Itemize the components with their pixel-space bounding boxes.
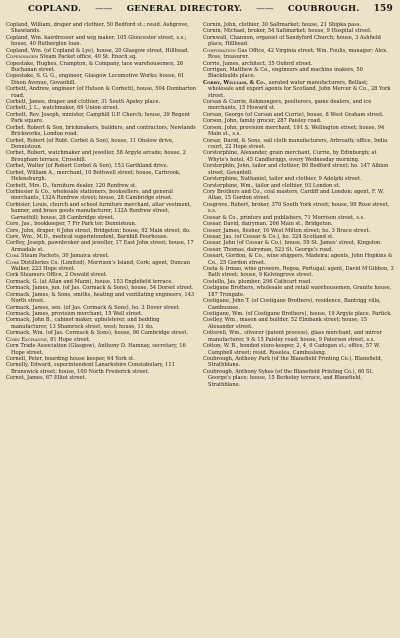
entry-name: Cormack	[6, 304, 30, 311]
entry-name: Cossart	[203, 253, 223, 260]
entry-name: Cossar	[203, 246, 221, 253]
entry-name: Costigane	[203, 298, 229, 305]
entry-name: Corrie	[203, 60, 220, 67]
entry-detail: , Wm. hairdresser and wig maker, 105 Gloucester street, s.s.; house, 40 Rutherglen loan.	[11, 34, 187, 48]
entry-detail: Steamers Office, 2 Oswald street.	[18, 272, 108, 279]
entry-name: Corbet	[6, 137, 24, 144]
entry-detail: , James, 67 Elliot street.	[23, 375, 87, 382]
entry-detail: , John, provision merchant, 191 S. Wellington street; house, 94 Main st., s.s.	[208, 124, 385, 138]
entry-detail: , James, provision merchant, 15 Well street.	[29, 310, 143, 317]
entry-detail: , Rev. Joseph, minister, Camphill U.P. Church; house, 39 Regent Park square.	[11, 111, 190, 125]
entry-name: Corporation	[203, 47, 236, 54]
entry-name: Core	[6, 227, 19, 234]
directory-entry	[6, 292, 197, 305]
entry-name: Cory Brothers	[203, 188, 240, 195]
entry-detail: Brothers, wholesale and retail warehousemen, Granite house, 187 Trongate.	[208, 285, 392, 298]
entry-name: Cormack	[6, 330, 30, 337]
entry-detail: , G. (at Allan and Mann), house, 153 Englefield terrace.	[29, 278, 173, 285]
directory-entry	[6, 125, 197, 138]
entry-name: Corbett	[6, 182, 26, 189]
directory-entry	[203, 48, 394, 61]
entry-name: Copland	[6, 47, 28, 54]
entry-detail: & Co., wholesale stationers, booksellers, and general merchants, 132A Renfrew street; house, 28 Cambridge street.	[11, 188, 173, 202]
directory-entry	[6, 202, 197, 221]
directory-entry	[203, 285, 394, 298]
entry-name: Cormack	[6, 291, 30, 298]
entry-detail: , James, & Sons, smiths, heating and ventilating engineers, 143 North street.	[11, 291, 195, 305]
directory-entry	[6, 375, 197, 381]
entry-name: Corsan	[203, 99, 222, 106]
entry-name: Corbet	[6, 169, 24, 176]
directory-entry	[6, 362, 197, 375]
entry-name: Cornwall	[203, 34, 227, 41]
entry-name: Copestake	[6, 60, 34, 67]
directory-entry	[203, 343, 394, 356]
entry-name: Corbisier	[6, 201, 30, 208]
directory-entry	[203, 330, 394, 343]
entry-name: Cossar	[203, 221, 221, 228]
directory-entry	[6, 138, 197, 151]
entry-name: Cork	[6, 259, 20, 266]
entry-detail: & Co., printers and publishers, 71 Morrison street, s.s.	[220, 214, 365, 221]
entry-detail: , James, jun. (of Jas. Cormack & Sons), house, 54 Dorset street.	[29, 285, 194, 292]
directory-entry	[203, 35, 394, 48]
entry-detail: Trade Association (Glasgow), Anthony D. Hamnay, secretary, 16 Hope street.	[11, 343, 186, 356]
directory-entry	[6, 35, 197, 48]
entry-name: Corbet	[6, 163, 24, 170]
directory-entry	[6, 240, 197, 253]
entry-detail: , John, clothier, 30 Saltmarket; house, 21 Shipka pass.	[220, 22, 362, 28]
page-header: COPLAND. —— GENERAL DIRECTORY. —— COUBROUGH. 159	[28, 4, 393, 14]
entry-name: Copestake	[6, 73, 34, 80]
entry-name: Cork	[6, 272, 19, 279]
entry-name: Cotton	[203, 343, 221, 350]
directory-entry	[6, 317, 197, 330]
entry-name: Corbet	[6, 124, 24, 131]
header-center-title: GENERAL DIRECTORY.	[126, 4, 243, 14]
entry-detail: and Co., coal masters, Cardiff and London; agent, F. W. Allan, 15 Gordon street.	[208, 188, 384, 202]
directory-entry	[6, 73, 197, 86]
directory-entry	[203, 369, 394, 388]
entry-name: Corneil	[6, 355, 26, 362]
entry-name: Cormack	[6, 278, 30, 285]
directory-entry	[203, 99, 394, 112]
entry-detail: , Anthony Sykes (of the Blanefield Printing Co.), 60 St. George's place; house, 15 Berkeley terrace, and Blanefield, Strathblane.	[208, 368, 374, 388]
directory-entry	[203, 253, 394, 266]
header-left-word: COPLAND.	[28, 4, 82, 14]
entry-detail: , David, & Sons, sail cloth manufacturers, Arbroath; office, India court, 22 Hope street.	[208, 137, 388, 151]
directory-entry	[6, 189, 197, 202]
entry-detail: , Wm. (of Copland & Lye), house, 20 Glasgow street, Hillhead.	[27, 47, 189, 54]
entry-detail: , Nathaniel, tailor and clothier, 9 Adelphi street.	[237, 176, 362, 183]
entry-name: Corstorphine	[203, 182, 238, 189]
entry-detail: , Jas. (of Cossar & Co.), ho. 324 Scotland st.	[220, 233, 334, 240]
entry-detail: , 81 Hope street.	[46, 336, 91, 343]
entry-detail: , John T. (of Costigane Brothers), residence, Bantrigg villa, Cambusnee.	[208, 298, 381, 311]
entry-name: Corstorphin	[203, 163, 235, 170]
entry-detail: & Irmao, wine growers, Regoa, Portugal; agent, David M'Gibbon, 3 Bath street; house, 9 Kelvingrove street.	[208, 266, 394, 279]
entry-detail: , John, tailor and clothier, 80 Bedford street; ho. 147 Albion street, Govanhill.	[208, 163, 389, 176]
entry-name: Costigane	[203, 310, 229, 317]
entry-detail: , Wm., silverer (patent process), glass merchant, and mirror manufacturer, 9 & 15 Paisley road; house, 9 Paterson street, s.s.	[208, 330, 382, 343]
entry-detail: , George (of Corsan and Currie), house, 8 West Graham street.	[221, 111, 384, 118]
entry-name: Corrigan	[203, 66, 227, 73]
entry-name: Core	[6, 233, 19, 240]
entry-detail: , John, draper, 6 John street, Bridgeton; house, 92 Main street, do.	[18, 227, 191, 234]
entry-detail: , Edward, superintendent Lanarkshire Constabulary, 111 Brunswick street; house, 100 North Frederick street.	[11, 362, 175, 375]
entry-name: Corsan	[203, 111, 222, 118]
entry-detail: , Wm. (of Jas. Cormack & Sons), house, 96 Cambridge street.	[29, 330, 189, 337]
entry-detail: , S. G. G., engineer, Glasgow Locomotive Works; house, 61 Dixon Avenue, Govanhill.	[11, 73, 185, 86]
entry-detail: , Wm., M.D., medical superintendent, Barnhill Poorhouse.	[18, 233, 169, 240]
entry-name: Cormack	[6, 285, 30, 292]
entry-name: Cornin	[203, 28, 221, 35]
entry-name: Coubrough	[203, 355, 232, 362]
directory-entry	[203, 317, 394, 330]
entry-detail: , Wm., tailor and clothier, 93 London st.	[237, 182, 341, 189]
entry-name: Copenhagen	[6, 54, 39, 61]
entry-detail: & Currie, fishmongers, poulterers, game dealers, and ice merchants, 15 Howard st.	[208, 99, 372, 112]
directory-entry	[6, 61, 197, 74]
entry-detail: , Wm., mason and builder, 52 Elmbank street; house, 15 Alexander street.	[208, 317, 368, 330]
entry-detail: , Thomas, dairyman, 523 St. George's road.	[220, 246, 333, 253]
entry-name: Corbet	[6, 150, 24, 157]
entry-detail: , Robert (of Robt. Corbet & Son), house, 11 Onslow drive, Dennistoun.	[11, 137, 174, 151]
entry-detail: , William, draper and clothier, 50 Bedford st.; resid. Ashgrove, Shawlands.	[11, 22, 189, 35]
entry-name: Corfley	[6, 240, 25, 247]
entry-detail: , John (of Cossar & Co.), house, 59 St. James' street, Kingston.	[220, 240, 382, 247]
entry-detail: , Channon, organist of Sandyford Church; house, 3 Ashfield place, Hillhead.	[208, 34, 381, 48]
entry-name: Cork	[6, 253, 20, 260]
entry-detail: Steam Packet office, 40 St. Enoch sq.	[38, 54, 137, 61]
entry-detail: . Robert & Son, brickmakers, builders, and contractors, Newlands Brickworks, London road.	[11, 124, 196, 138]
entry-detail: , Jas. plumber, 296 Cathcart road.	[224, 278, 312, 285]
entry-name: Corbett	[6, 111, 26, 118]
directory-entry	[203, 266, 394, 279]
left-column	[6, 22, 197, 388]
entry-detail: , Gordon, & Co., wine shippers, Madeira; agents, John Hopkins & Co., 25 Gordon street.	[208, 253, 393, 266]
directory-entry	[203, 80, 394, 99]
directory-columns	[6, 22, 395, 388]
entry-name: Corbett	[6, 99, 26, 106]
entry-detail: , James, flesher, 16 West Milton street; ho. 3 Braco street.	[220, 227, 371, 234]
entry-name: Copland	[6, 22, 28, 28]
right-column	[203, 22, 394, 388]
directory-entry	[6, 260, 197, 273]
entry-name: Corsar	[203, 137, 220, 144]
entry-name: Costello	[203, 278, 225, 285]
entry-name: Costley	[203, 317, 222, 324]
directory-entry	[6, 112, 197, 125]
entry-name: Core	[6, 221, 19, 228]
entry-name: Cosgrove	[203, 201, 228, 208]
entry-detail: , Michael, broker, 54 Saltmarket; house, 9 Hospital street.	[220, 28, 372, 35]
entry-detail: , Robert, broker, 370 South York street; house, 99 Rose street, s.s.	[208, 201, 390, 215]
header-right-word: COUBROUGH.	[287, 4, 360, 14]
entry-name: Corbiesier	[6, 188, 34, 195]
page-number: 159	[373, 4, 393, 14]
entry-detail: Steam Packets, 30 Jamaica street.	[19, 253, 110, 260]
entry-detail: , Walter (of Robert Corbet & Son), 153 Garthland drive.	[23, 163, 169, 170]
entry-detail: , Jas., bookkeeper, 7 Fir Park ter. Dennistoun.	[18, 221, 137, 228]
entry-name: Cotterell	[203, 330, 226, 337]
entry-name: Corn Exchange	[6, 336, 47, 343]
entry-detail: , James, architect, 35 Oxford street.	[219, 60, 313, 67]
entry-detail: , Alexander, grain merchant, Currie, by Edinburgh; at Whyte's hotel, 45 Candleriggs, every Wednesday morning.	[208, 150, 377, 163]
entry-name: Costigane	[203, 285, 229, 292]
entry-detail: , Louis, church and school furniture merchant, altar vestment, banner, and brass goods manufacturer, 132A Renfrew street, Garnethill; house, 28 Cambridge street.	[11, 201, 192, 221]
entry-detail: , Matthew & Co., engineers and machine makers, 50 Blackfaulds place.	[208, 66, 363, 80]
entry-detail: , Andrew, engineer (of Hutson & Corbett), house, 504 Dumbarton road.	[11, 86, 197, 99]
entry-detail: , Wm. (of Costigane Brothers), house, 19 Argyle place, Partick.	[228, 310, 392, 317]
entry-detail: , Joseph, pawnbroker and jeweller, 17 East John street; house, 17 Armadale st.	[11, 240, 194, 253]
directory-entry	[203, 202, 394, 215]
directory-entry	[6, 170, 197, 183]
directory-entry	[6, 86, 197, 99]
directory-entry	[6, 343, 197, 356]
entry-detail: , Mrs. D., furniture dealer, 120 Renfrew st.	[25, 182, 137, 189]
entry-name: Costa	[203, 266, 218, 273]
entry-detail: , William A., merchant, 10 Bothwell street; house, Carbrook, Helensburgh.	[11, 169, 181, 183]
entry-detail: , James, sen. (of Jas. Cormack & Sons), ho. 3 Dover street.	[29, 304, 181, 311]
entry-detail: , W. B., bonded store-keeper, 2, 4, 6 Cadogan st.; office, 57 W. Campbell street; resid. Roselea, Cambuslang.	[208, 343, 380, 356]
entry-name: Corstorphine	[203, 150, 238, 157]
entry-name: Cosser	[203, 227, 221, 234]
entry-detail: , David, dairyman, 266 Main st., Bridgeton.	[220, 221, 333, 228]
entry-detail: , aerated water manufacturers, Belfast; wholesale and export agents for Scotland, John Mercer & Co., 28 York street.	[208, 79, 391, 99]
entry-name: Corson	[203, 118, 222, 125]
entry-name: Corbett	[6, 86, 26, 93]
directory-entry	[203, 67, 394, 80]
entry-detail: , Hughes, Crampton, & Company, lace warehousemen, 26 Buchanan street.	[11, 60, 184, 73]
entry-detail: , Peter, boarding house keeper, 64 York st.	[25, 355, 135, 362]
entry-detail: , John B., cabinet maker, upholsterer, and bedding manufacturer, 13 Shamrock street, west; house, 11 do.	[11, 317, 160, 330]
entry-name: Corbett	[6, 105, 26, 112]
directory-entry	[6, 150, 197, 163]
entry-name: Cormack	[6, 317, 30, 324]
entry-detail: , Robert, watchmaker and jeweller, 58 Argyle arcade; house, 2 Brougham terrace, Crosshill.	[11, 150, 186, 163]
directory-entry	[203, 298, 394, 311]
entry-name: Cornin	[203, 22, 221, 28]
entry-name: Cornet	[6, 375, 24, 382]
entry-name: Corson	[203, 124, 222, 131]
directory-entry	[203, 189, 394, 202]
entry-name: Corn	[6, 343, 19, 350]
directory-entry	[203, 356, 394, 369]
entry-name: Cossar	[203, 214, 221, 221]
entry-name: Cossar	[203, 233, 221, 240]
entry-detail: , Anthony Park (of the Blanefield Printing Co.), Blanefield, Strathblane.	[208, 355, 383, 369]
entry-name: Copland	[6, 34, 28, 41]
entry-name: Corstorphine	[203, 176, 238, 183]
entry-name: Coubrough	[203, 368, 232, 375]
entry-name: Cornelly	[6, 362, 28, 369]
directory-entry	[6, 22, 197, 35]
entry-detail: Gas Office, 42 Virginia street; Wm. Foulis, manager; Alex. Ross, treasurer.	[208, 47, 388, 61]
entry-name: Corry, William, & Co.	[203, 79, 266, 86]
entry-detail: , John, family grocer, 287 Paisley road.	[221, 118, 322, 125]
entry-name: Cossar	[203, 240, 221, 247]
directory-entry	[203, 163, 394, 176]
directory-entry	[203, 125, 394, 138]
directory-entry	[203, 138, 394, 151]
entry-detail: Distilleries Co. (Limited), Morrison's Island, Cork; agent, Duncan Walker, 223 Hope street.	[11, 259, 191, 273]
directory-entry	[203, 150, 394, 163]
entry-name: Cormack	[6, 310, 30, 317]
entry-detail: , J. L., watchmaker, 69 Union street.	[25, 105, 120, 112]
entry-detail: , James, draper and clothier, 31 South Apsley place.	[25, 99, 161, 106]
